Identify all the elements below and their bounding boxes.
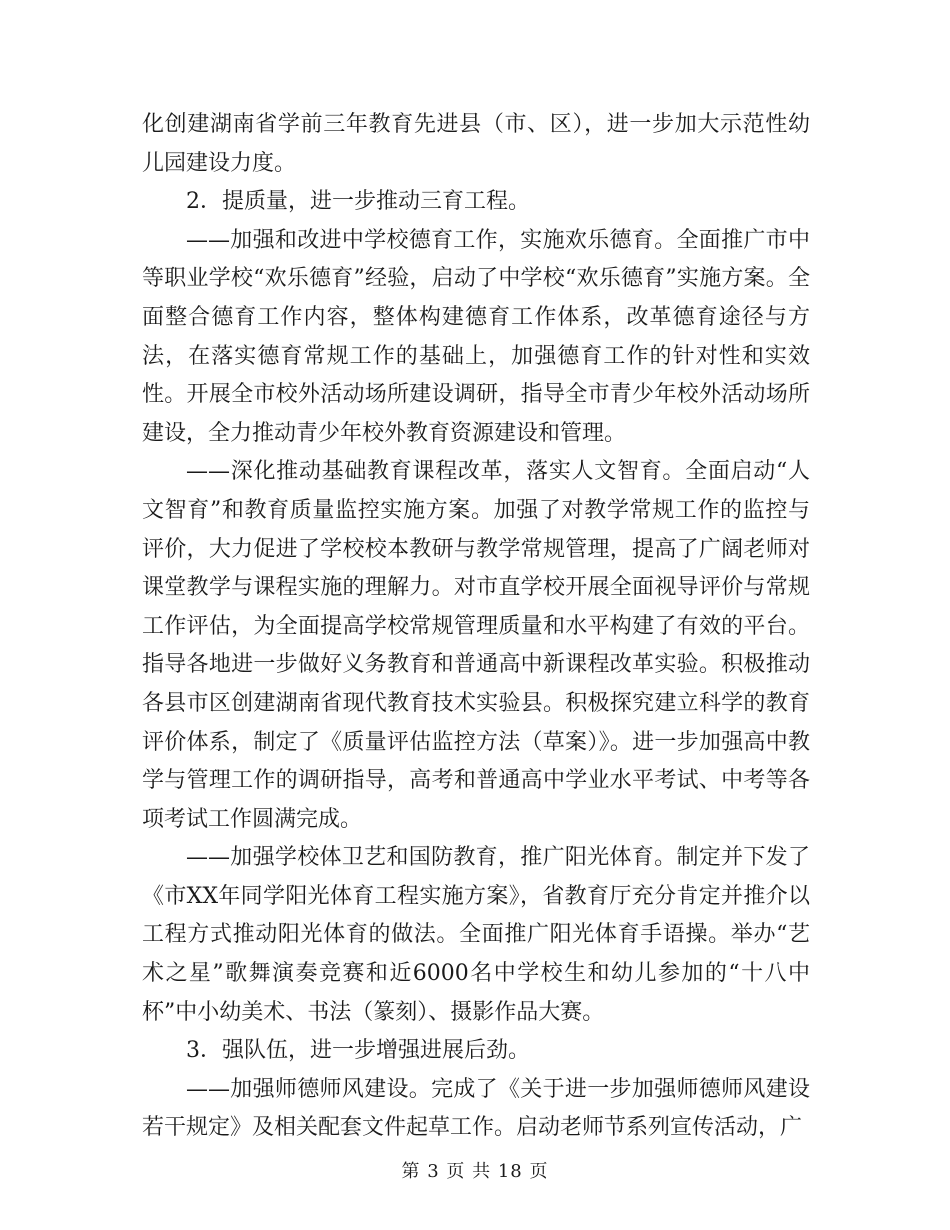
section-heading-team: 3．强队伍，进一步增强进展后劲。 [186, 1038, 530, 1064]
document-body [142, 106, 810, 1148]
section-heading-quality: 2．提质量，进一步推动三育工程。 [186, 189, 530, 215]
page-number-footer: 第 3 页 共 18 页 [401, 1161, 549, 1182]
paragraph-moral-education: ——加强和改进中学校德育工作，实施欢乐德育。全面推广市中等职业学校“欢乐德育”经验，启动了中学校“欢乐德育”实施方案。全面整合德育工作内容，整体构建德育工作体系，改革德育途径与方法，在落实德育常规工作的基础上，加强德育工作的针对性和实效性。开展全市校外活动场所建设调研，指导全市青少年校外活动场所建设，全力推动青少年校外教育资源建设和管理。 [142, 227, 810, 446]
paragraph-curriculum-reform: ——深化推动基础教育课程改革，落实人文智育。全面启动“人文智育”和教育质量监控实施方案。加强了对教学常规工作的监控与评价，大力促进了学校校本教研与教学常规管理，提高了广阔老师对课堂教学与课程实施的理解力。对市直学校开展全面视导评价与常规工作评估，为全面提高学校常规管理质量和水平构建了有效的平台。指导各地进一步做好义务教育和普通高中新课程改革实验。积极推动各县市区创建湖南省现代教育技术实验县。积极探究建立科学的教育评价体系，制定了《质量评估监控方法（草案）》。进一步加强高中教学与管理工作的调研指导，高考和普通高中学业水平考试、中考等各项考试工作圆满完成。 [142, 459, 810, 832]
paragraph-teacher-ethics: ——加强师德师风建设。完成了《关于进一步加强师德师风建设若干规定》及相关配套文件起草工作。启动老师节系列宣传活动，广 [142, 1076, 810, 1141]
paragraph-sunshine-sports: ——加强学校体卫艺和国防教育，推广阳光体育。制定并下发了《市XX年同学阳光体育工程实施方案》，省教育厅充分肯定并推介以工程方式推动阳光体育的做法。全面推广阳光体育手语操。举办“艺术之星”歌舞演奏竞赛和近6000名中学校生和幼儿参加的“十八中杯”中小幼美术、书法（篆刻）、摄影作品大赛。 [142, 845, 810, 1025]
paragraph-continuation: 化创建湖南省学前三年教育先进县（市、区），进一步加大示范性幼儿园建设力度。 [142, 112, 810, 176]
